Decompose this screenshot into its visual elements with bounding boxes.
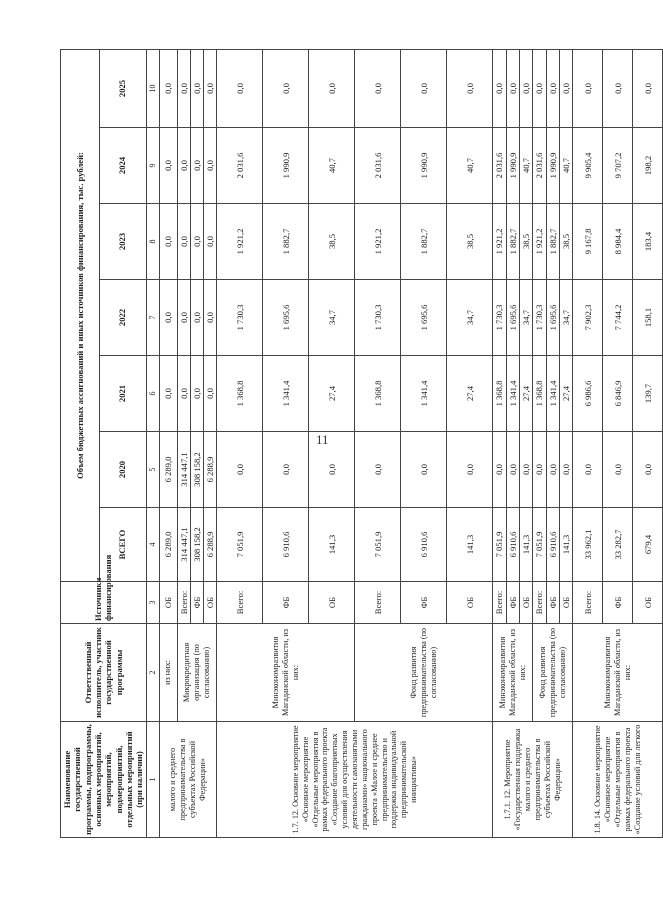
value-cell: 141,3 <box>309 508 355 582</box>
executor-cell: Минэкономразвития Магаданской области, из них: <box>493 624 533 722</box>
value-cell: 0,0 <box>217 432 263 508</box>
value-cell: 9 905,4 <box>573 128 603 204</box>
value-cell: 0,0 <box>533 50 546 128</box>
value-cell: 1 990,9 <box>263 128 309 204</box>
value-cell: 6 846,9 <box>603 356 633 432</box>
value-cell: 158,1 <box>633 280 663 356</box>
source-cell: ОБ <box>309 582 355 624</box>
value-cell: 0,0 <box>204 128 217 204</box>
value-cell: 308 158,2 <box>190 508 203 582</box>
header-year-2022: 2022 <box>99 280 146 356</box>
source-cell: ФБ <box>190 582 203 624</box>
value-cell: 0,0 <box>309 432 355 508</box>
value-cell: 314 447,1 <box>177 432 190 508</box>
value-cell: 38,5 <box>560 204 573 280</box>
value-cell: 141,3 <box>447 508 493 582</box>
value-cell: 1 882,7 <box>546 204 559 280</box>
value-cell: 0,0 <box>204 50 217 128</box>
value-cell: 0,0 <box>190 50 203 128</box>
value-cell: 0,0 <box>447 50 493 128</box>
program-name-cell: малого и среднего предпринимательства в субъектах Российской Федерации» <box>159 722 217 838</box>
value-cell: 183,4 <box>633 204 663 280</box>
value-cell: 1 341,4 <box>546 356 559 432</box>
value-cell: 0,0 <box>560 50 573 128</box>
value-cell: 1 341,4 <box>506 356 519 432</box>
header-year-2021: 2021 <box>99 356 146 432</box>
source-cell: ОБ <box>447 582 493 624</box>
value-cell: 1 882,7 <box>506 204 519 280</box>
value-cell: 1 695,6 <box>506 280 519 356</box>
value-cell: 0,0 <box>355 50 401 128</box>
value-cell: 34,7 <box>309 280 355 356</box>
value-cell: 1 368,8 <box>217 356 263 432</box>
index-cell: 8 <box>146 204 159 280</box>
index-cell: 3 <box>146 582 159 624</box>
header-volume: Объем бюджетных ассигнований и иных источников финансирования, тыс. рублей: <box>61 50 100 582</box>
value-cell: 7 744,2 <box>603 280 633 356</box>
value-cell: 9 707,2 <box>603 128 633 204</box>
value-cell: 0,0 <box>573 432 603 508</box>
source-cell: Всего: <box>493 582 506 624</box>
value-cell: 0,0 <box>506 50 519 128</box>
table-row <box>355 50 401 838</box>
page-number: 11 <box>316 432 329 447</box>
value-cell: 1 368,8 <box>493 356 506 432</box>
header-year-2023: 2023 <box>99 204 146 280</box>
value-cell: 0,0 <box>401 50 447 128</box>
source-cell: Всего: <box>177 582 190 624</box>
value-cell: 1 341,4 <box>263 356 309 432</box>
source-cell: ОБ <box>520 582 533 624</box>
value-cell: 0,0 <box>190 280 203 356</box>
executor-cell: Минэкономразвития Магаданской области, из них: <box>573 624 663 722</box>
program-name-cell: 1.7. 12. Основное мероприятие «Основное мероприятие «Отдельные мероприятия в рамках федерального проекта «Создание благоприятных условий для осуществления деятельности самозанятыми гражданами» национального проекта «Малое и среднее предпринимательство и поддержка индивидуальной предпринимательской инициативы» <box>217 722 493 838</box>
value-cell: 0,0 <box>190 128 203 204</box>
value-cell: 0,0 <box>493 432 506 508</box>
funding-table <box>60 49 663 838</box>
value-cell: 0,0 <box>159 128 177 204</box>
value-cell: 1 882,7 <box>263 204 309 280</box>
value-cell: 0,0 <box>603 50 633 128</box>
source-cell: Всего: <box>573 582 603 624</box>
value-cell: 0,0 <box>520 432 533 508</box>
value-cell: 6 289,0 <box>159 432 177 508</box>
value-cell: 6 910,6 <box>263 508 309 582</box>
value-cell: 141,3 <box>520 508 533 582</box>
value-cell: 0,0 <box>520 50 533 128</box>
value-cell: 7 051,9 <box>355 508 401 582</box>
value-cell: 679,4 <box>633 508 663 582</box>
value-cell: 1 695,6 <box>401 280 447 356</box>
value-cell: 1 730,3 <box>533 280 546 356</box>
header-year-2024: 2024 <box>99 128 146 204</box>
value-cell: 2 031,6 <box>217 128 263 204</box>
value-cell: 7 051,9 <box>493 508 506 582</box>
value-cell: 0,0 <box>217 50 263 128</box>
source-cell: ОБ <box>633 582 663 624</box>
value-cell: 0,0 <box>573 50 603 128</box>
value-cell: 0,0 <box>190 204 203 280</box>
value-cell: 2 031,6 <box>533 128 546 204</box>
program-name-cell: 1.8. 14. Основное мероприятие «Основное мероприятие «Отдельные мероприятия в рамках федерального проекта «Создание условий для легкого <box>573 722 663 838</box>
value-cell: 1 730,3 <box>355 280 401 356</box>
source-cell: ОБ <box>204 582 217 624</box>
value-cell: 38,5 <box>309 204 355 280</box>
value-cell: 1 341,4 <box>401 356 447 432</box>
value-cell: 7 051,9 <box>533 508 546 582</box>
value-cell: 0,0 <box>159 50 177 128</box>
value-cell: 34,7 <box>520 280 533 356</box>
value-cell: 0,0 <box>401 432 447 508</box>
value-cell: 0,0 <box>263 432 309 508</box>
value-cell: 1 990,9 <box>401 128 447 204</box>
value-cell: 40,7 <box>560 128 573 204</box>
table-row <box>533 50 546 838</box>
value-cell: 6 910,6 <box>546 508 559 582</box>
header-executor: Ответственный исполнитель, участник государственной программы <box>61 624 147 722</box>
value-cell: 8 984,4 <box>603 204 633 280</box>
value-cell: 34,7 <box>560 280 573 356</box>
table-row <box>217 50 263 838</box>
value-cell: 1 695,6 <box>263 280 309 356</box>
value-cell: 6 289,0 <box>159 508 177 582</box>
value-cell: 0,0 <box>177 128 190 204</box>
value-cell: 141,3 <box>560 508 573 582</box>
value-cell: 0,0 <box>493 50 506 128</box>
value-cell: 27,4 <box>447 356 493 432</box>
value-cell: 40,7 <box>520 128 533 204</box>
table-row <box>493 50 506 838</box>
source-cell: Всего: <box>217 582 263 624</box>
value-cell: 40,7 <box>447 128 493 204</box>
value-cell: 6 986,6 <box>573 356 603 432</box>
executor-cell: Минэкономразвития Магаданской области, из них: <box>217 624 355 722</box>
value-cell: 2 031,6 <box>355 128 401 204</box>
value-cell: 1 695,6 <box>546 280 559 356</box>
value-cell: 1 368,8 <box>533 356 546 432</box>
table-row <box>177 50 190 838</box>
value-cell: 27,4 <box>520 356 533 432</box>
value-cell: 1 921,2 <box>355 204 401 280</box>
value-cell: 9 167,8 <box>573 204 603 280</box>
index-cell: 5 <box>146 432 159 508</box>
source-cell: Всего: <box>355 582 401 624</box>
value-cell: 0,0 <box>546 432 559 508</box>
value-cell: 0,0 <box>177 356 190 432</box>
value-cell: 6 910,6 <box>401 508 447 582</box>
value-cell: 0,0 <box>159 356 177 432</box>
value-cell: 314 447,1 <box>177 508 190 582</box>
value-cell: 0,0 <box>204 204 217 280</box>
header-name: Наименование государственной программы, подпрограммы, основных мероприятий, мероприятий, подмероприятий, отдельных мероприятий (при наличии) <box>61 722 147 838</box>
program-name-cell: 1.7.1. 12. Мероприятие «Государственная поддержка малого и среднего предпринимательства в субъектах Российской Федерации» <box>493 722 573 838</box>
index-cell: 2 <box>146 624 159 722</box>
index-cell: 4 <box>146 508 159 582</box>
source-cell: ФБ <box>603 582 633 624</box>
source-cell: ФБ <box>506 582 519 624</box>
value-cell: 6 288,9 <box>204 432 217 508</box>
value-cell: 0,0 <box>263 50 309 128</box>
value-cell: 7 902,3 <box>573 280 603 356</box>
value-cell: 1 921,2 <box>493 204 506 280</box>
value-cell: 7 051,9 <box>217 508 263 582</box>
value-cell: 6 910,6 <box>506 508 519 582</box>
value-cell: 33 282,7 <box>603 508 633 582</box>
rotated-page <box>60 50 653 838</box>
value-cell: 308 158,2 <box>190 432 203 508</box>
index-cell: 10 <box>146 50 159 128</box>
table-row <box>573 50 603 838</box>
value-cell: 38,5 <box>447 204 493 280</box>
value-cell: 0,0 <box>533 432 546 508</box>
index-cell: 7 <box>146 280 159 356</box>
executor-cell: из них: <box>159 624 177 722</box>
value-cell: 34,7 <box>447 280 493 356</box>
index-cell: 9 <box>146 128 159 204</box>
value-cell: 38,5 <box>520 204 533 280</box>
value-cell: 1 368,8 <box>355 356 401 432</box>
value-cell: 27,4 <box>309 356 355 432</box>
value-cell: 0,0 <box>177 280 190 356</box>
header-year-2025: 2025 <box>99 50 146 128</box>
value-cell: 0,0 <box>633 50 663 128</box>
value-cell: 0,0 <box>546 50 559 128</box>
source-cell: ФБ <box>546 582 559 624</box>
header-year-2020: 2020 <box>99 432 146 508</box>
value-cell: 33 962,1 <box>573 508 603 582</box>
value-cell: 0,0 <box>159 204 177 280</box>
value-cell: 0,0 <box>309 50 355 128</box>
value-cell: 1 730,3 <box>217 280 263 356</box>
source-cell: ФБ <box>401 582 447 624</box>
value-cell: 6 288,9 <box>204 508 217 582</box>
index-cell: 6 <box>146 356 159 432</box>
value-cell: 1 990,9 <box>546 128 559 204</box>
value-cell: 0,0 <box>204 356 217 432</box>
value-cell: 1 730,3 <box>493 280 506 356</box>
value-cell: 0,0 <box>177 204 190 280</box>
source-cell: ФБ <box>263 582 309 624</box>
executor-cell: Фонд развития предпринимательства (по согласованию) <box>533 624 573 722</box>
value-cell: 198,2 <box>633 128 663 204</box>
index-cell: 1 <box>146 722 159 838</box>
source-cell: ОБ <box>560 582 573 624</box>
value-cell: 0,0 <box>177 50 190 128</box>
value-cell: 27,4 <box>560 356 573 432</box>
value-cell: 1 882,7 <box>401 204 447 280</box>
value-cell: 40,7 <box>309 128 355 204</box>
header-source: Источники финансирования <box>61 582 147 624</box>
value-cell: 0,0 <box>447 432 493 508</box>
value-cell: 0,0 <box>603 432 633 508</box>
value-cell: 139,7 <box>633 356 663 432</box>
value-cell: 0,0 <box>190 356 203 432</box>
executor-cell: Микрокредитная организация (по согласованию) <box>177 624 217 722</box>
value-cell: 0,0 <box>204 280 217 356</box>
value-cell: 1 990,9 <box>506 128 519 204</box>
value-cell: 0,0 <box>560 432 573 508</box>
source-cell: ОБ <box>159 582 177 624</box>
executor-cell: Фонд развития предпринимательства (по согласованию) <box>355 624 493 722</box>
header-total: ВСЕГО <box>99 508 146 582</box>
value-cell: 2 031,6 <box>493 128 506 204</box>
value-cell: 0,0 <box>633 432 663 508</box>
source-cell: Всего: <box>533 582 546 624</box>
value-cell: 0,0 <box>159 280 177 356</box>
value-cell: 0,0 <box>506 432 519 508</box>
value-cell: 0,0 <box>355 432 401 508</box>
value-cell: 1 921,2 <box>533 204 546 280</box>
table-row <box>159 50 177 838</box>
value-cell: 1 921,2 <box>217 204 263 280</box>
